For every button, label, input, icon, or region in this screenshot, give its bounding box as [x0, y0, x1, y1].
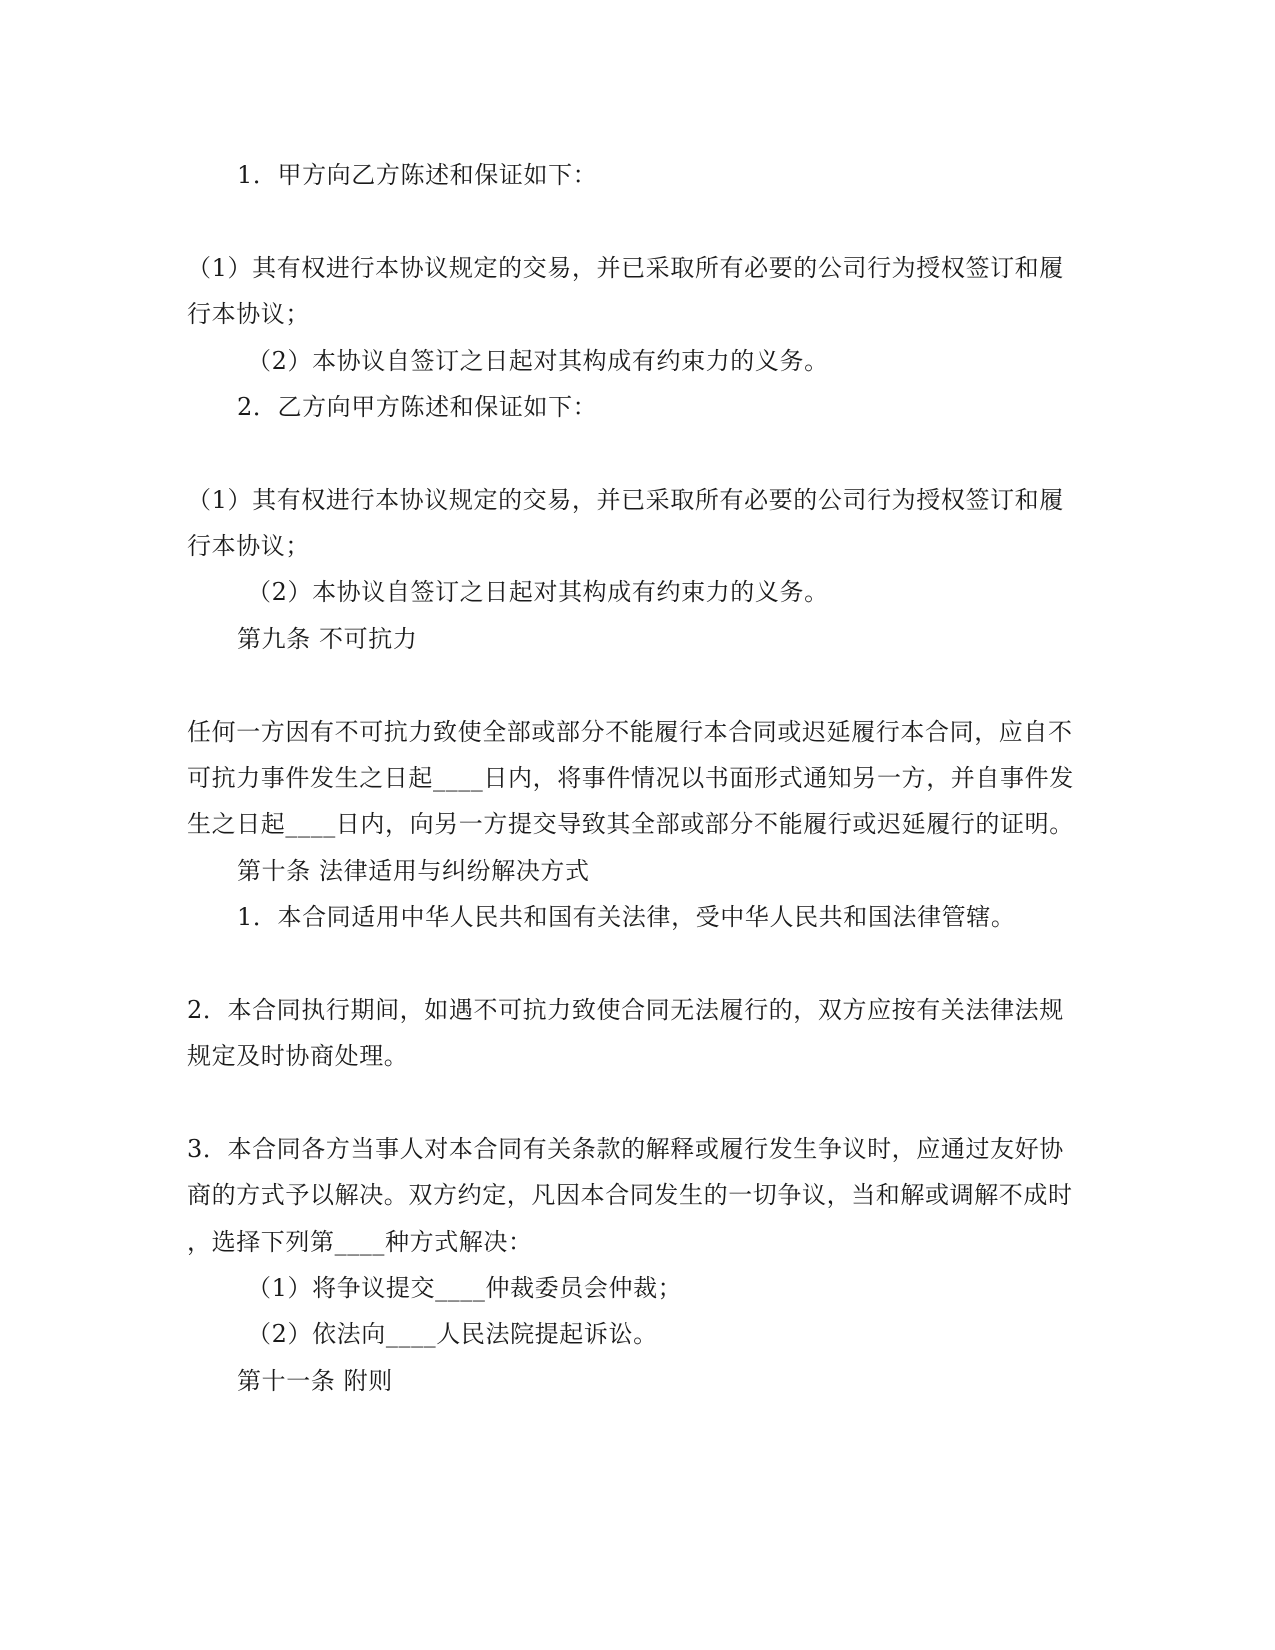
- article-9-paragraph-line: 可抗力事件发生之日起____日内，将事件情况以书面形式通知另一方，并自事件发: [187, 764, 1074, 792]
- article-10-item-2: 2．本合同执行期间，如遇不可抗力致使合同无法履行的，双方应按有关法律法规: [187, 996, 1064, 1024]
- article-10-item-3-cont: ，选择下列第____种方式解决：: [187, 1228, 533, 1256]
- clause-item-2-point-1-cont: 行本协议；: [187, 532, 310, 560]
- article-10-heading: 第十条 法律适用与纠纷解决方式: [237, 857, 590, 885]
- article-10-option-2: （2）依法向____人民法院提起诉讼。: [247, 1320, 658, 1348]
- article-9-paragraph-line: 任何一方因有不可抗力致使全部或部分不能履行本合同或迟延履行本合同，应自不: [187, 718, 1073, 746]
- article-10-item-1: 1．本合同适用中华人民共和国有关法律，受中华人民共和国法律管辖。: [237, 903, 1016, 931]
- clause-item-2-point-1: （1）其有权进行本协议规定的交易，并已采取所有必要的公司行为授权签订和履: [187, 486, 1064, 514]
- article-10-item-3: 3．本合同各方当事人对本合同有关条款的解释或履行发生争议时，应通过友好协: [187, 1135, 1064, 1163]
- clause-item-1-heading: 1．甲方向乙方陈述和保证如下：: [237, 161, 598, 189]
- clause-item-1-point-2: （2）本协议自签订之日起对其构成有约束力的义务。: [247, 347, 829, 375]
- article-10-option-1: （1）将争议提交____仲裁委员会仲裁；: [247, 1274, 683, 1302]
- article-11-heading: 第十一条 附则: [237, 1367, 393, 1395]
- article-10-item-2-cont: 规定及时协商处理。: [187, 1042, 409, 1070]
- article-9-heading: 第九条 不可抗力: [237, 625, 418, 653]
- clause-item-2-heading: 2．乙方向甲方陈述和保证如下：: [237, 393, 598, 421]
- article-10-item-3-cont: 商的方式予以解决。双方约定，凡因本合同发生的一切争议，当和解或调解不成时: [187, 1181, 1073, 1209]
- article-9-paragraph-line: 生之日起____日内，向另一方提交导致其全部或部分不能履行或迟延履行的证明。: [187, 810, 1074, 838]
- clause-item-2-point-2: （2）本协议自签订之日起对其构成有约束力的义务。: [247, 578, 829, 606]
- clause-item-1-point-1-cont: 行本协议；: [187, 300, 310, 328]
- clause-item-1-point-1: （1）其有权进行本协议规定的交易，并已采取所有必要的公司行为授权签订和履: [187, 254, 1064, 282]
